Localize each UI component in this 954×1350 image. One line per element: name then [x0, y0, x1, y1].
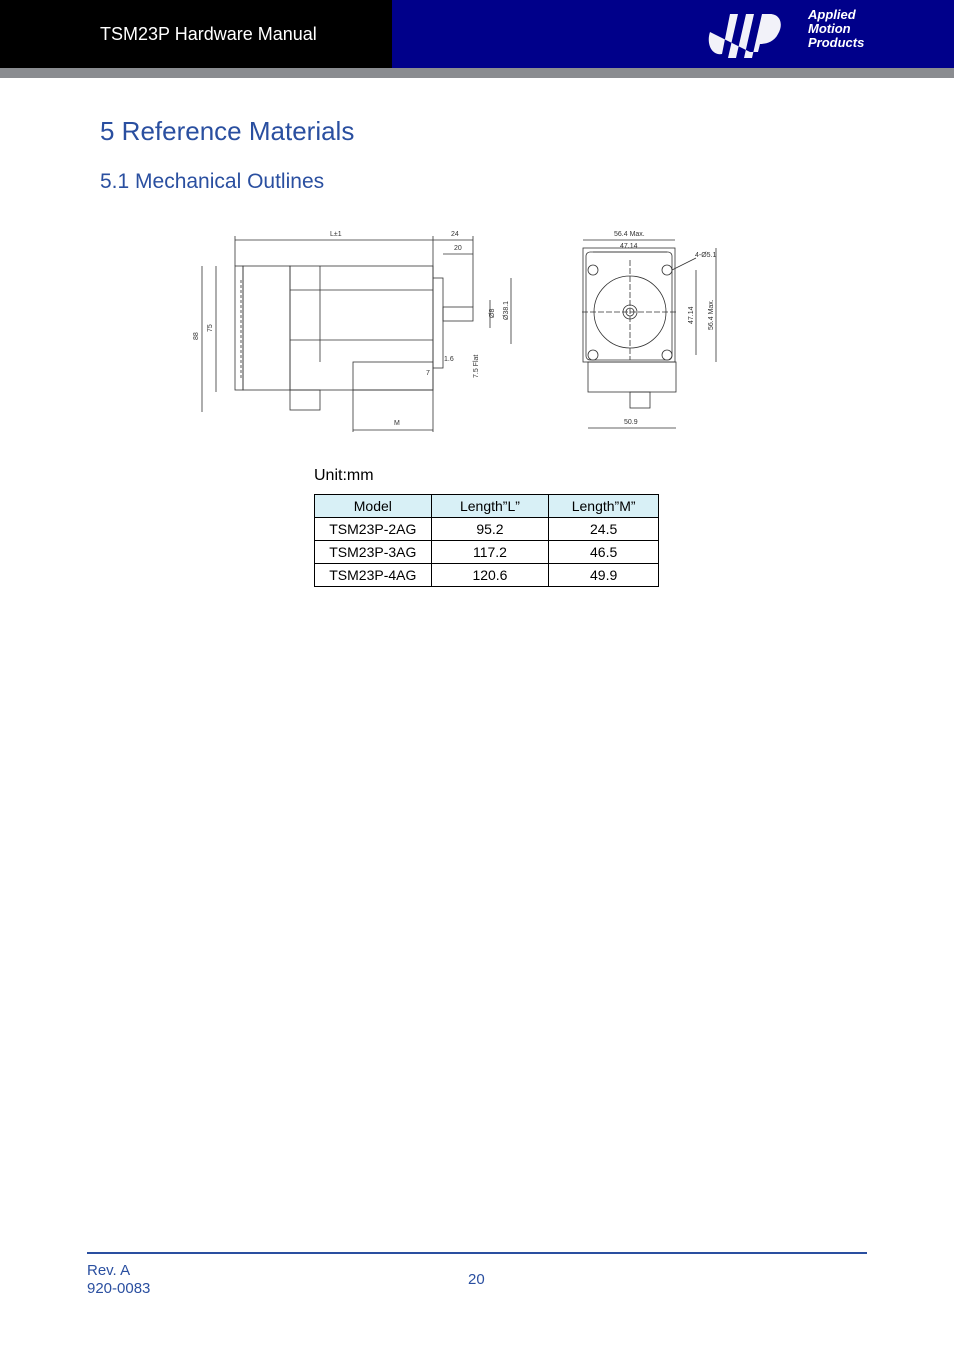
header-gray-bar: [0, 68, 954, 78]
table-row: [315, 518, 659, 541]
label-d38: Ø38.1: [503, 300, 510, 320]
label-holes: 4-Ø5.1: [695, 252, 717, 259]
label-7: 7: [426, 370, 430, 377]
side-drive-body: [243, 266, 290, 390]
footer-revision: [87, 1262, 150, 1298]
logo-line-motion: Motion: [808, 21, 851, 36]
label-1-6: 1.6: [444, 356, 454, 363]
label-24: 24: [451, 231, 459, 238]
label-l: L±1: [330, 231, 342, 238]
header-model: Model: [315, 495, 432, 518]
document-title: TSM23P Hardware Manual: [100, 24, 317, 44]
footer-divider: [87, 1252, 867, 1254]
label-m: M: [394, 420, 400, 427]
subsection-heading: 5.1 Mechanical Outlines: [100, 170, 325, 193]
cell-length-l: 120.6: [431, 564, 549, 587]
label-d8: Ø8: [489, 308, 496, 318]
page-number: 20: [468, 1271, 485, 1288]
logo-line-applied: Applied: [808, 7, 856, 22]
logo-wordmark: [808, 8, 864, 50]
label-88: 88: [193, 332, 200, 340]
side-shaft: [443, 307, 473, 321]
cell-model: TSM23P-2AG: [315, 518, 432, 541]
cell-model: TSM23P-3AG: [315, 541, 432, 564]
front-connector-block: [588, 362, 676, 392]
document-number: 920-0083: [87, 1280, 151, 1297]
cell-length-m: 24.5: [549, 518, 659, 541]
cell-length-l: 117.2: [431, 541, 549, 564]
table-header-row: [315, 495, 659, 518]
side-motor-body: [290, 266, 433, 390]
table-row: [315, 564, 659, 587]
logo-line-products: Products: [808, 35, 865, 50]
label-20: 20: [454, 245, 462, 252]
length-table: [314, 494, 659, 587]
label-50-9: 50.9: [624, 419, 638, 426]
unit-label: Unit:mm: [314, 467, 374, 484]
label-47-14-vertical: 47.14: [688, 306, 695, 324]
side-connector-block: [353, 362, 433, 390]
revision-label: Rev. A: [87, 1262, 131, 1279]
header-length-l: Length”L”: [431, 495, 549, 518]
label-56-max: 56.4 Max.: [614, 231, 645, 238]
label-flat: 7.5 Flat: [473, 354, 480, 378]
label-56-max-vertical: 56.4 Max.: [708, 299, 715, 330]
mechanical-outline-drawing: [190, 220, 730, 440]
side-flange: [433, 278, 443, 368]
header-length-m: Length”M”: [549, 495, 659, 518]
cell-length-l: 95.2: [431, 518, 549, 541]
cell-model: TSM23P-4AG: [315, 564, 432, 587]
section-heading: 5 Reference Materials: [100, 116, 355, 146]
cell-length-m: 49.9: [549, 564, 659, 587]
side-connector: [290, 390, 320, 410]
cell-length-m: 46.5: [549, 541, 659, 564]
label-47-14: 47.14: [620, 243, 638, 250]
side-end-cap: [235, 266, 243, 390]
label-75: 75: [207, 324, 214, 332]
table-row: [315, 541, 659, 564]
